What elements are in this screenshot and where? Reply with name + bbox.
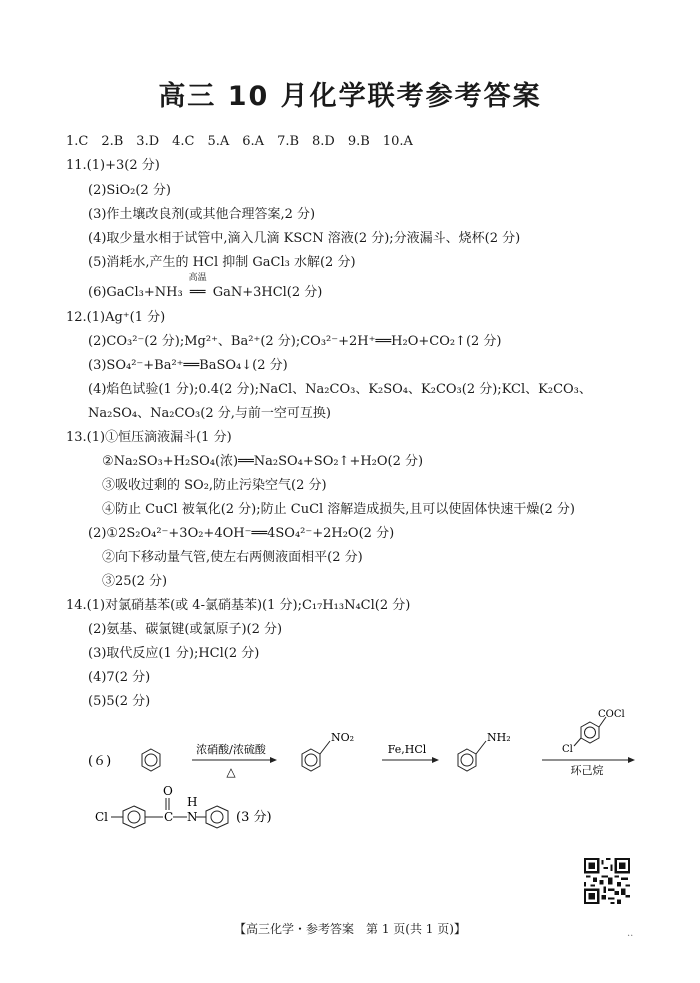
q11-line-6 <box>88 273 323 302</box>
q11-6-right: GaN+3HCl(2 分) <box>212 285 323 300</box>
q13-line-6: ②向下移动量气管,使左右两侧液面相平(2 分) <box>102 550 363 565</box>
page-title: 高三 10 月化学联考参考答案 <box>158 81 542 112</box>
q12-line-3: (3)SO₄²⁻+Ba²⁺══BaSO₄↓(2 分) <box>88 358 288 373</box>
q12-line-5: Na₂SO₄、Na₂CO₃(2 分,与前一空可互换) <box>88 406 331 421</box>
nitro-label: NO₂ <box>331 731 355 744</box>
step2-reagent: Fe,HCl <box>387 743 427 756</box>
amine-bond <box>476 741 486 754</box>
amine-label: NH₂ <box>487 731 511 744</box>
benzene-ring-3-inner <box>461 754 473 766</box>
step1-reagent: 浓硝酸/浓硫酸 <box>196 743 266 756</box>
product-cl-label: Cl <box>95 810 109 824</box>
arrow-head-1 <box>270 757 277 763</box>
condition-label: 高温 <box>188 273 207 283</box>
q11-line-2: (2)SiO₂(2 分) <box>88 183 171 198</box>
q13-line-3: ③吸收过剩的 SO₂,防止污染空气(2 分) <box>102 478 327 493</box>
product-o-label: O <box>163 784 173 798</box>
q11-6-left: (6)GaCl₃+NH₃ <box>88 285 183 300</box>
product-ring-1 <box>123 806 145 828</box>
arrow-head-3 <box>628 757 635 763</box>
q11-line-1: 11.(1)+3(2 分) <box>66 158 160 173</box>
q13-line-2: ②Na₂SO₃+H₂SO₄(浓)══Na₂SO₄+SO₂↑+H₂O(2 分) <box>102 454 424 469</box>
q11-line-3: (3)作土壤改良剂(或其他合理答案,2 分) <box>88 207 316 222</box>
q14-line-1: 14.(1)对氯硝基苯(或 4-氯硝基苯)(1 分);C₁₇H₁₃N₄Cl(2 分) <box>66 598 411 613</box>
q14-line-2: (2)氨基、碳氯键(或氯原子)(2 分) <box>88 622 283 637</box>
q12-line-2: (2)CO₃²⁻(2 分);Mg²⁺、Ba²⁺(2 分);CO₃²⁻+2H⁺══H₂O+CO₂↑(2 分) <box>88 334 502 349</box>
reagent-benzene-inner <box>585 727 596 738</box>
step3-solvent: 环己烷 <box>570 764 604 777</box>
page-footer: 【高三化学・参考答案 第 1 页(共 1 页)】 <box>234 922 466 936</box>
synthesis-scheme <box>0 700 700 840</box>
product-n-label: N <box>187 810 198 824</box>
arrow-head-2 <box>432 757 439 763</box>
product-c-label: C <box>164 810 174 824</box>
cl-bond <box>574 738 581 746</box>
q14-line-4: (4)7(2 分) <box>88 670 151 685</box>
product-ring-1-inner <box>128 811 140 823</box>
reagent-cocl-label: COCl <box>598 709 625 720</box>
benzene-ring-1-inner <box>145 754 157 766</box>
q12-line-4: (4)焰色试验(1 分);0.4(2 分);NaCl、Na₂CO₃、K₂SO₄、K₂CO₃(2 分);KCl、K₂CO₃、 <box>88 382 592 397</box>
product-ring-2 <box>206 806 228 828</box>
reagent-cl-label: Cl <box>562 744 573 755</box>
corner-mark: .. <box>627 928 634 939</box>
benzene-ring-2-inner <box>305 754 317 766</box>
q12-line-1: 12.(1)Ag⁺(1 分) <box>66 310 166 325</box>
product-score: (3 分) <box>236 810 272 825</box>
high-temp-equals: 高温 ══ <box>183 284 213 302</box>
scheme-label: (６) <box>88 754 112 769</box>
product-ring-2-inner <box>211 811 223 823</box>
step1-condition: △ <box>226 765 236 779</box>
product-h-label: H <box>187 795 198 809</box>
q13-line-1: 13.(1)①恒压滴液漏斗(1 分) <box>66 430 232 445</box>
q13-line-5: (2)①2S₂O₄²⁻+3O₂+4OH⁻══4SO₄²⁻+2H₂O(2 分) <box>88 526 395 541</box>
multiple-choice-answers: 1.C 2.B 3.D 4.C 5.A 6.A 7.B 8.D 9.B 10.A <box>66 134 413 149</box>
q11-line-5: (5)消耗水,产生的 HCl 抑制 GaCl₃ 水解(2 分) <box>88 255 356 270</box>
qr-code <box>584 858 630 904</box>
q13-line-4: ④防止 CuCl 被氧化(2 分);防止 CuCl 溶解造成损失,且可以使固体快速干燥(2 分) <box>102 502 575 517</box>
nitro-bond <box>320 741 330 754</box>
q14-line-3: (3)取代反应(1 分);HCl(2 分) <box>88 646 260 661</box>
reagent-benzene-ring <box>581 722 599 743</box>
q13-line-7: ③25(2 分) <box>102 574 168 589</box>
q14-line-5: (5)5(2 分) <box>88 694 151 709</box>
q11-line-4: (4)取少量水相于试管中,滴入几滴 KSCN 溶液(2 分);分液漏斗、烧杯(2 分) <box>88 231 521 246</box>
